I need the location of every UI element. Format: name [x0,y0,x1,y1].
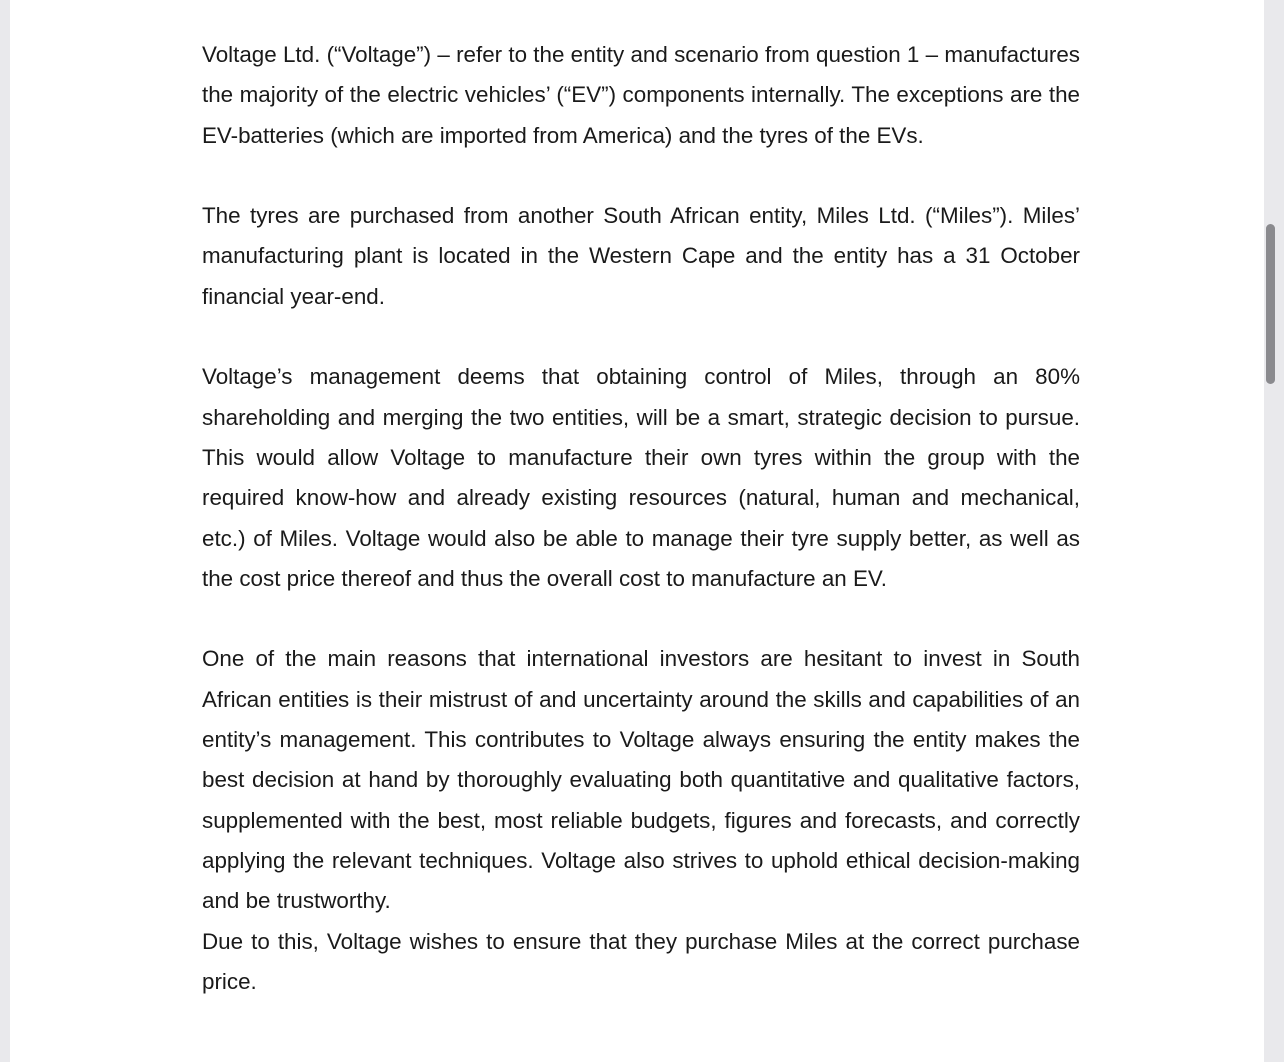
paragraph-purchase-price: Due to this, Voltage wishes to ensure that they purchase Miles at the correct purchase price. [202,928,1080,994]
paragraph-management-control: Voltage’s management deems that obtaining control of Miles, through an 80% shareholding and merging the two entities, will be a smart, strategic decision to pursue. This would allow Voltage to manufacture their own tyres within the group with the required know-how and already existing resources (natural, human and mechanical, etc.) of Miles. Voltage would also be able to manage their tyre supply better, as well as the cost price thereof and thus the overall cost to manufacture an EV. [202,364,1080,591]
paragraph-voltage-intro: Voltage Ltd. (“Voltage”) – refer to the entity and scenario from question 1 – manufactures the majority of the electric vehicles’ (“EV”) components internally. The exceptions are the EV-batteries (which are imported from America) and the tyres of the EVs. [202,42,1080,148]
document-body [202,35,1080,1002]
document-page [10,0,1264,1062]
paragraph-investor-mistrust: One of the main reasons that international investors are hesitant to invest in South African entities is their mistrust of and uncertainty around the skills and capabilities of an entity’s management. This contributes to Voltage always ensuring the entity makes the best decision at hand by thoroughly evaluating both quantitative and qualitative factors, supplemented with the best, most reliable budgets, figures and forecasts, and correctly applying the relevant techniques. Voltage also strives to uphold ethical decision-making and be trustworthy. [202,646,1080,914]
vertical-scrollbar-thumb[interactable] [1266,224,1275,384]
paragraph-tyres-miles: The tyres are purchased from another South African entity, Miles Ltd. (“Miles”). Miles’ manufacturing plant is located in the Western Cape and the entity has a 31 October financial year-end. [202,203,1080,309]
